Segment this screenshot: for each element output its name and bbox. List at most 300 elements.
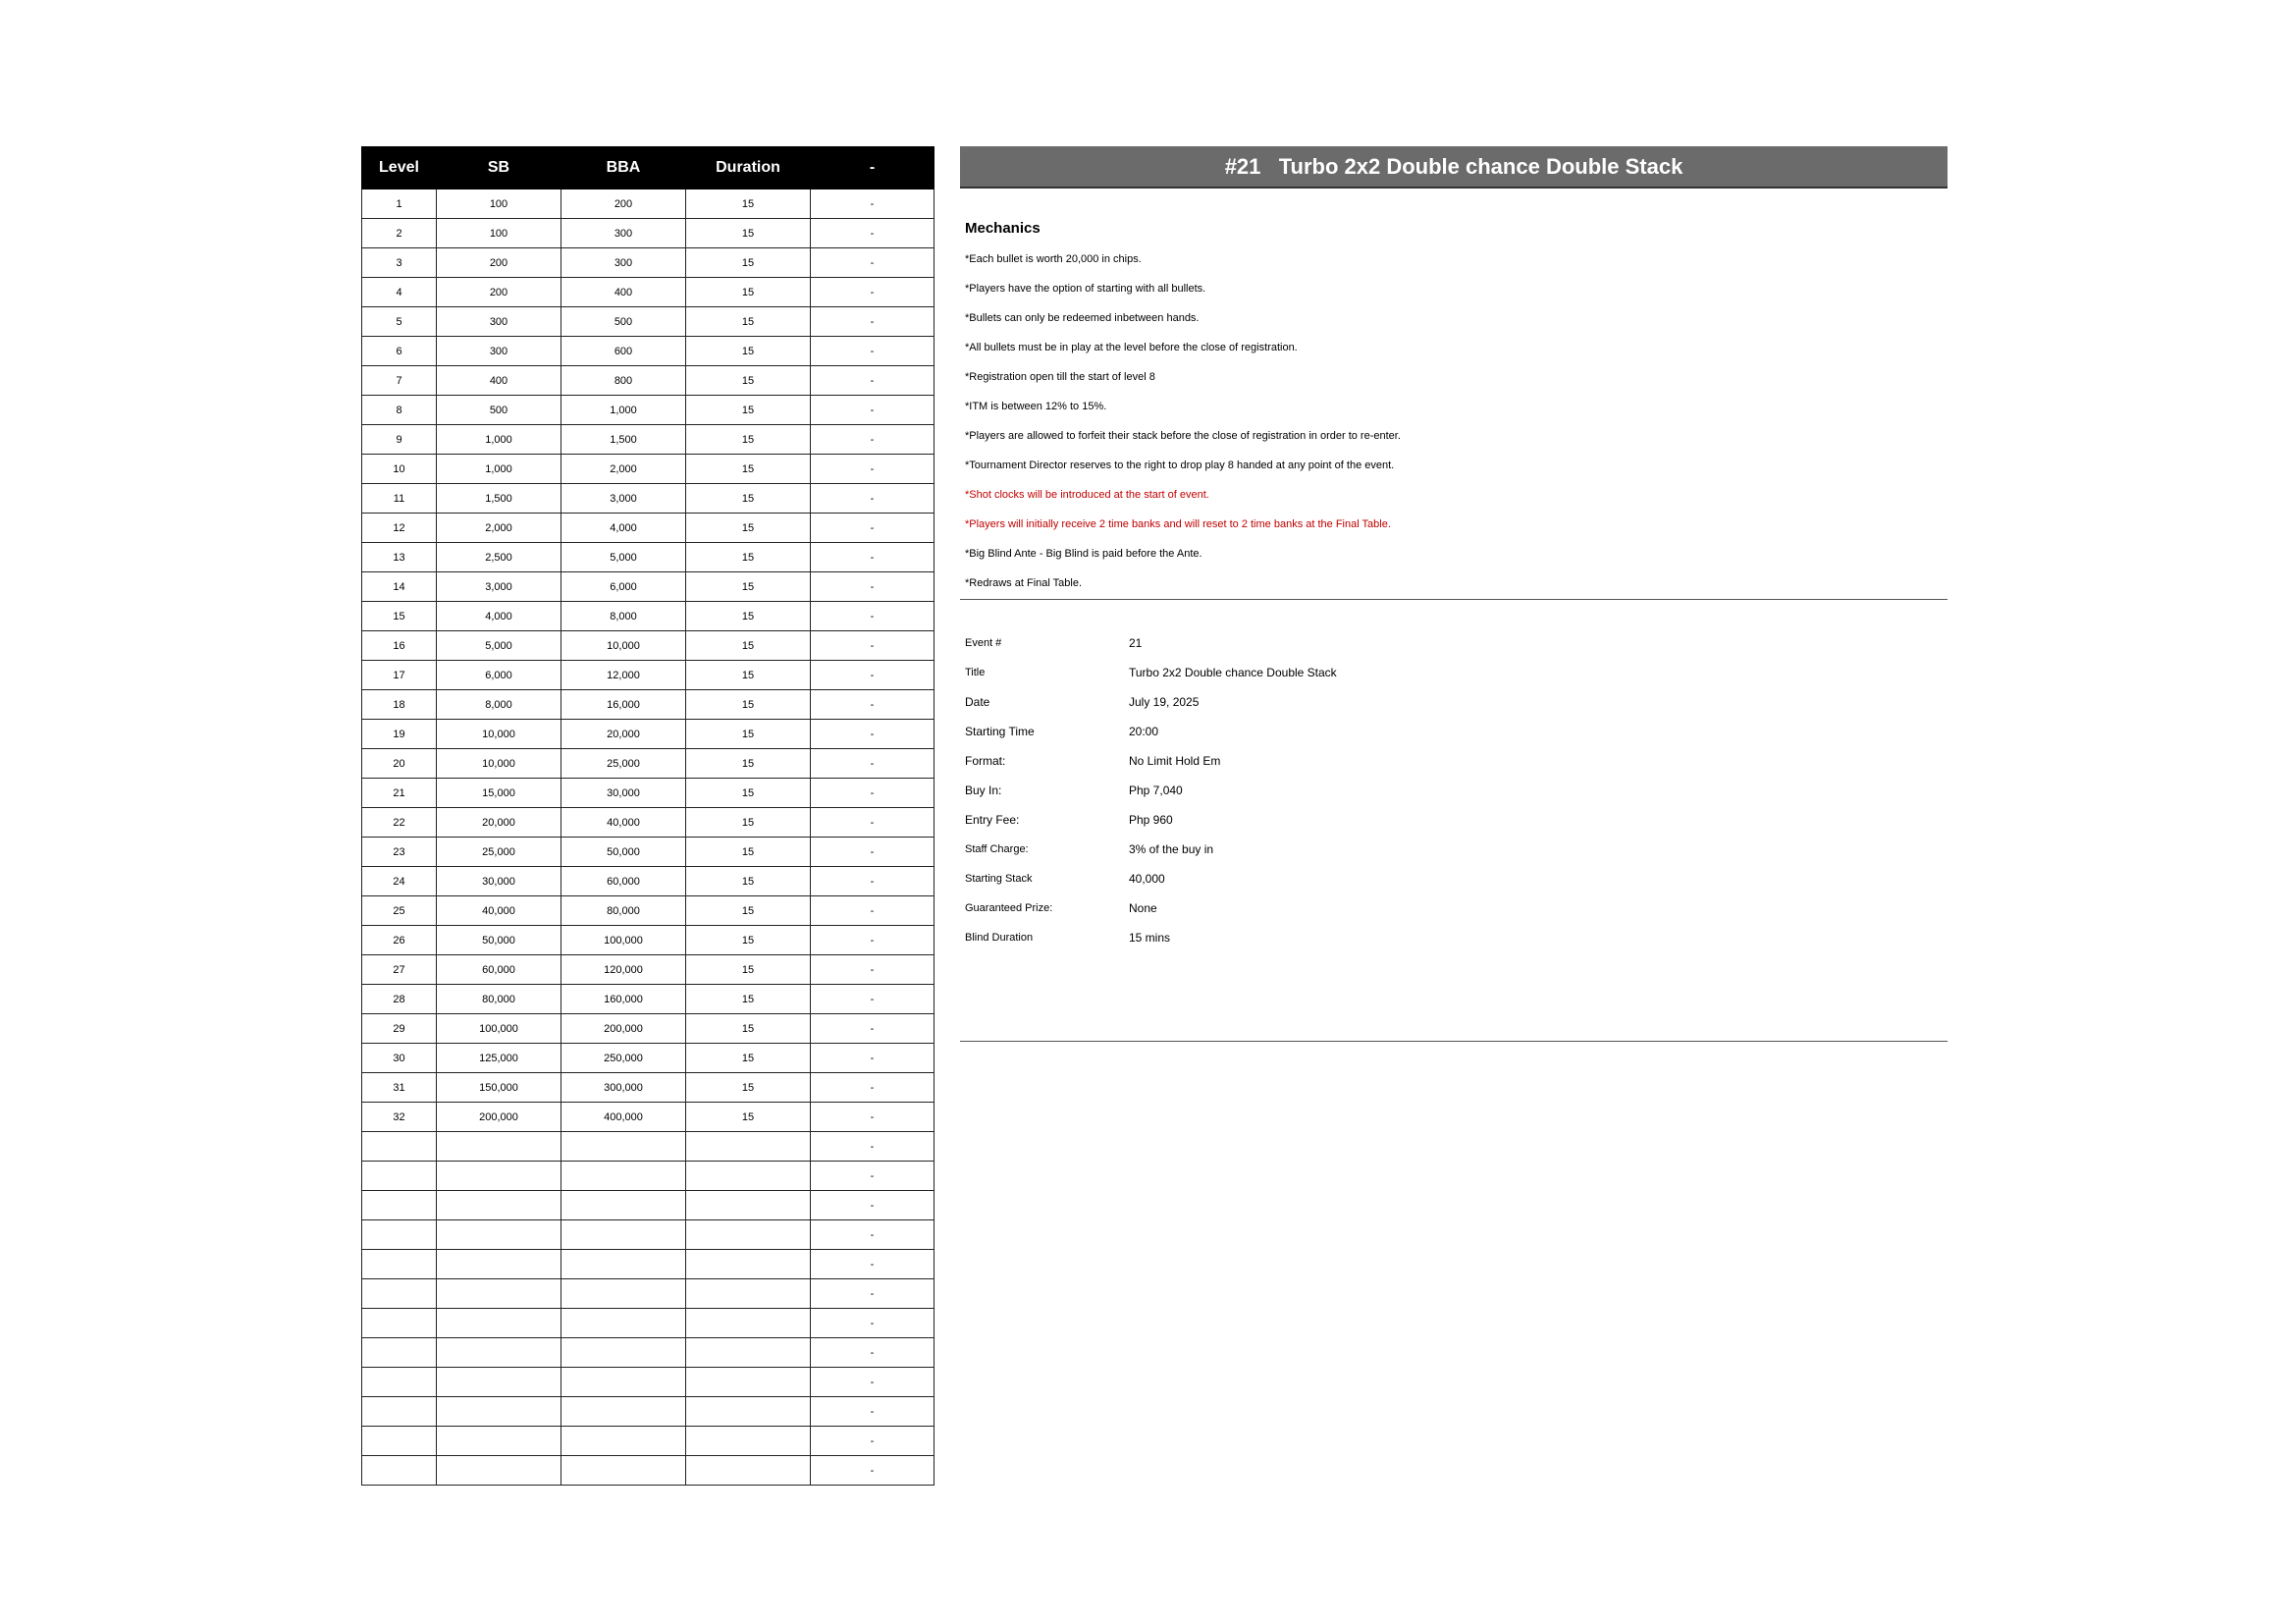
table-row <box>362 1309 934 1338</box>
dash-cell: - <box>811 1456 934 1486</box>
duration-cell: 15 <box>686 425 811 455</box>
bba-cell: 25,000 <box>561 749 686 779</box>
duration-cell: 15 <box>686 543 811 572</box>
bba-cell: 400 <box>561 278 686 307</box>
duration-cell: 15 <box>686 896 811 926</box>
detail-label: Blind Duration <box>965 932 1034 944</box>
detail-value: Php 7,040 <box>1129 784 1183 797</box>
dash-cell: - <box>811 808 934 838</box>
duration-cell <box>686 1162 811 1191</box>
duration-cell: 15 <box>686 749 811 779</box>
table-row <box>362 366 934 396</box>
table-row <box>362 396 934 425</box>
sb-cell: 20,000 <box>437 808 561 838</box>
level-cell <box>362 1368 437 1397</box>
level-cell: 9 <box>362 425 437 455</box>
duration-cell: 15 <box>686 514 811 543</box>
dash-cell: - <box>811 1427 934 1456</box>
sb-cell <box>437 1456 561 1486</box>
bba-cell <box>561 1427 686 1456</box>
duration-cell <box>686 1397 811 1427</box>
bba-cell: 50,000 <box>561 838 686 867</box>
detail-row <box>965 923 1337 952</box>
duration-cell: 15 <box>686 1103 811 1132</box>
sb-cell: 500 <box>437 396 561 425</box>
table-row <box>362 189 934 219</box>
mechanics-heading: Mechanics <box>965 220 1041 237</box>
mechanics-list <box>965 244 1401 598</box>
mechanics-item: *Tournament Director reserves to the right to drop play 8 handed at any point of the event. <box>965 460 1395 471</box>
mechanics-item: *All bullets must be in play at the level before the close of registration. <box>965 342 1298 353</box>
dash-cell: - <box>811 1338 934 1368</box>
dash-cell: - <box>811 661 934 690</box>
dash-cell: - <box>811 926 934 955</box>
level-cell <box>362 1456 437 1486</box>
table-row <box>362 1397 934 1427</box>
dash-cell: - <box>811 602 934 631</box>
table-row <box>362 1014 934 1044</box>
sb-cell: 2,500 <box>437 543 561 572</box>
level-cell: 20 <box>362 749 437 779</box>
sb-cell: 150,000 <box>437 1073 561 1103</box>
level-cell: 13 <box>362 543 437 572</box>
dash-cell: - <box>811 867 934 896</box>
table-row <box>362 1250 934 1279</box>
level-cell: 11 <box>362 484 437 514</box>
dash-cell: - <box>811 1250 934 1279</box>
duration-cell: 15 <box>686 926 811 955</box>
bba-cell: 600 <box>561 337 686 366</box>
duration-cell: 15 <box>686 690 811 720</box>
bba-cell: 200,000 <box>561 1014 686 1044</box>
level-cell: 8 <box>362 396 437 425</box>
detail-value: 15 mins <box>1129 931 1171 945</box>
duration-cell: 15 <box>686 396 811 425</box>
bba-cell: 20,000 <box>561 720 686 749</box>
duration-cell <box>686 1338 811 1368</box>
duration-cell: 15 <box>686 602 811 631</box>
bba-cell: 1,500 <box>561 425 686 455</box>
level-cell <box>362 1220 437 1250</box>
bba-cell <box>561 1397 686 1427</box>
bba-cell: 40,000 <box>561 808 686 838</box>
mechanics-item: *ITM is between 12% to 15%. <box>965 401 1107 412</box>
sb-cell <box>437 1191 561 1220</box>
bba-cell: 5,000 <box>561 543 686 572</box>
sb-cell <box>437 1368 561 1397</box>
sb-cell: 40,000 <box>437 896 561 926</box>
table-row <box>362 985 934 1014</box>
level-cell: 22 <box>362 808 437 838</box>
duration-cell: 15 <box>686 661 811 690</box>
detail-label: Entry Fee: <box>965 813 1020 827</box>
event-details-table <box>965 628 1337 952</box>
table-row <box>362 779 934 808</box>
sb-cell: 60,000 <box>437 955 561 985</box>
level-cell: 2 <box>362 219 437 248</box>
level-cell: 30 <box>362 1044 437 1073</box>
table-row <box>362 690 934 720</box>
duration-cell: 15 <box>686 337 811 366</box>
detail-label: Starting Time <box>965 725 1035 738</box>
mechanics-item: *Players have the option of starting with all bullets. <box>965 283 1206 295</box>
blind-table-body <box>362 189 934 1486</box>
sb-cell <box>437 1309 561 1338</box>
bba-cell: 300 <box>561 219 686 248</box>
table-row <box>362 867 934 896</box>
detail-label: Format: <box>965 754 1006 768</box>
detail-row <box>965 864 1337 893</box>
level-cell <box>362 1132 437 1162</box>
duration-cell: 15 <box>686 278 811 307</box>
bba-cell: 80,000 <box>561 896 686 926</box>
dash-cell: - <box>811 1103 934 1132</box>
mechanics-item: *Bullets can only be redeemed inbetween hands. <box>965 312 1200 324</box>
duration-cell <box>686 1191 811 1220</box>
header-sb: SB <box>437 147 561 189</box>
bba-cell <box>561 1309 686 1338</box>
table-row <box>362 1103 934 1132</box>
sb-cell: 8,000 <box>437 690 561 720</box>
level-cell: 17 <box>362 661 437 690</box>
table-row <box>362 572 934 602</box>
level-cell: 4 <box>362 278 437 307</box>
table-header-row <box>362 147 934 189</box>
duration-cell: 15 <box>686 1014 811 1044</box>
duration-cell <box>686 1250 811 1279</box>
dash-cell: - <box>811 690 934 720</box>
bba-cell: 800 <box>561 366 686 396</box>
bba-cell: 500 <box>561 307 686 337</box>
level-cell: 19 <box>362 720 437 749</box>
mechanics-item: *Big Blind Ante - Big Blind is paid before the Ante. <box>965 548 1202 560</box>
table-row <box>362 1220 934 1250</box>
detail-label: Starting Stack <box>965 873 1033 885</box>
bba-cell: 4,000 <box>561 514 686 543</box>
detail-value: 3% of the buy in <box>1129 842 1214 856</box>
bba-cell <box>561 1279 686 1309</box>
duration-cell: 15 <box>686 248 811 278</box>
sb-cell <box>437 1250 561 1279</box>
sb-cell: 5,000 <box>437 631 561 661</box>
sb-cell: 400 <box>437 366 561 396</box>
table-row <box>362 455 934 484</box>
banner-divider <box>960 187 1948 189</box>
bba-cell: 3,000 <box>561 484 686 514</box>
level-cell: 29 <box>362 1014 437 1044</box>
detail-label: Title <box>965 667 986 678</box>
level-cell: 26 <box>362 926 437 955</box>
duration-cell: 15 <box>686 779 811 808</box>
detail-value: Php 960 <box>1129 813 1173 827</box>
level-cell: 25 <box>362 896 437 926</box>
header-duration: Duration <box>686 147 811 189</box>
sb-cell: 1,000 <box>437 455 561 484</box>
duration-cell: 15 <box>686 631 811 661</box>
bba-cell: 30,000 <box>561 779 686 808</box>
dash-cell: - <box>811 896 934 926</box>
bba-cell <box>561 1456 686 1486</box>
dash-cell: - <box>811 1309 934 1338</box>
table-row <box>362 1191 934 1220</box>
bba-cell: 200 <box>561 189 686 219</box>
level-cell <box>362 1309 437 1338</box>
duration-cell: 15 <box>686 219 811 248</box>
mechanics-item: *Shot clocks will be introduced at the start of event. <box>965 489 1209 501</box>
table-row <box>362 1162 934 1191</box>
table-row <box>362 896 934 926</box>
sb-cell: 50,000 <box>437 926 561 955</box>
section-divider <box>960 599 1948 600</box>
sb-cell: 25,000 <box>437 838 561 867</box>
level-cell: 12 <box>362 514 437 543</box>
level-cell: 31 <box>362 1073 437 1103</box>
bba-cell: 300 <box>561 248 686 278</box>
level-cell: 28 <box>362 985 437 1014</box>
table-row <box>362 631 934 661</box>
mechanics-item: *Players are allowed to forfeit their stack before the close of registration in order to re-enter. <box>965 430 1401 442</box>
level-cell: 16 <box>362 631 437 661</box>
bba-cell: 16,000 <box>561 690 686 720</box>
detail-value: 20:00 <box>1129 725 1159 738</box>
sb-cell: 200,000 <box>437 1103 561 1132</box>
sb-cell <box>437 1427 561 1456</box>
dash-cell: - <box>811 396 934 425</box>
duration-cell: 15 <box>686 484 811 514</box>
dash-cell: - <box>811 484 934 514</box>
table-row <box>362 278 934 307</box>
duration-cell: 15 <box>686 572 811 602</box>
mechanics-item: *Each bullet is worth 20,000 in chips. <box>965 253 1142 265</box>
sb-cell: 100 <box>437 189 561 219</box>
table-row <box>362 1044 934 1073</box>
sb-cell <box>437 1397 561 1427</box>
detail-label: Event # <box>965 637 1002 649</box>
bba-cell <box>561 1162 686 1191</box>
bba-cell: 8,000 <box>561 602 686 631</box>
dash-cell: - <box>811 189 934 219</box>
duration-cell: 15 <box>686 720 811 749</box>
dash-cell: - <box>811 1162 934 1191</box>
level-cell: 21 <box>362 779 437 808</box>
dash-cell: - <box>811 1014 934 1044</box>
table-row <box>362 602 934 631</box>
level-cell: 5 <box>362 307 437 337</box>
bba-cell <box>561 1338 686 1368</box>
detail-row <box>965 893 1337 923</box>
sb-cell: 300 <box>437 307 561 337</box>
sb-cell <box>437 1132 561 1162</box>
mechanics-item: *Players will initially receive 2 time banks and will reset to 2 time banks at the Final Table. <box>965 518 1391 530</box>
dash-cell: - <box>811 985 934 1014</box>
dash-cell: - <box>811 749 934 779</box>
sb-cell: 10,000 <box>437 720 561 749</box>
bba-cell: 60,000 <box>561 867 686 896</box>
level-cell: 6 <box>362 337 437 366</box>
table-row <box>362 661 934 690</box>
sb-cell: 1,000 <box>437 425 561 455</box>
sb-cell <box>437 1279 561 1309</box>
dash-cell: - <box>811 278 934 307</box>
bba-cell: 1,000 <box>561 396 686 425</box>
duration-cell: 15 <box>686 867 811 896</box>
sb-cell: 80,000 <box>437 985 561 1014</box>
table-row <box>362 1279 934 1309</box>
sb-cell: 10,000 <box>437 749 561 779</box>
dash-cell: - <box>811 307 934 337</box>
duration-cell <box>686 1220 811 1250</box>
bba-cell <box>561 1220 686 1250</box>
dash-cell: - <box>811 1191 934 1220</box>
dash-cell: - <box>811 1368 934 1397</box>
table-row <box>362 838 934 867</box>
sb-cell: 2,000 <box>437 514 561 543</box>
duration-cell: 15 <box>686 985 811 1014</box>
table-row <box>362 307 934 337</box>
sb-cell: 3,000 <box>437 572 561 602</box>
detail-row <box>965 776 1337 805</box>
detail-label: Staff Charge: <box>965 843 1029 855</box>
bba-cell: 300,000 <box>561 1073 686 1103</box>
detail-value: 40,000 <box>1129 872 1165 886</box>
dash-cell: - <box>811 1073 934 1103</box>
level-cell <box>362 1191 437 1220</box>
sb-cell: 125,000 <box>437 1044 561 1073</box>
dash-cell: - <box>811 838 934 867</box>
bba-cell: 120,000 <box>561 955 686 985</box>
level-cell <box>362 1397 437 1427</box>
dash-cell: - <box>811 631 934 661</box>
table-row <box>362 543 934 572</box>
bba-cell: 6,000 <box>561 572 686 602</box>
dash-cell: - <box>811 366 934 396</box>
duration-cell <box>686 1456 811 1486</box>
sb-cell: 100 <box>437 219 561 248</box>
bba-cell <box>561 1132 686 1162</box>
sb-cell: 300 <box>437 337 561 366</box>
table-row <box>362 720 934 749</box>
level-cell: 23 <box>362 838 437 867</box>
event-title-banner: #21 Turbo 2x2 Double chance Double Stack <box>960 146 1948 187</box>
section-divider-bottom <box>960 1041 1948 1042</box>
level-cell <box>362 1427 437 1456</box>
dash-cell: - <box>811 720 934 749</box>
detail-value: Turbo 2x2 Double chance Double Stack <box>1129 666 1337 679</box>
table-row <box>362 1427 934 1456</box>
level-cell: 10 <box>362 455 437 484</box>
detail-value: 21 <box>1129 636 1143 650</box>
sb-cell: 15,000 <box>437 779 561 808</box>
detail-row <box>965 658 1337 687</box>
dash-cell: - <box>811 248 934 278</box>
duration-cell <box>686 1279 811 1309</box>
sb-cell: 200 <box>437 248 561 278</box>
table-row <box>362 337 934 366</box>
bba-cell: 250,000 <box>561 1044 686 1073</box>
detail-label: Buy In: <box>965 784 1002 797</box>
detail-value: No Limit Hold Em <box>1129 754 1221 768</box>
table-row <box>362 808 934 838</box>
table-row <box>362 248 934 278</box>
sb-cell <box>437 1338 561 1368</box>
header-bba: BBA <box>561 147 686 189</box>
dash-cell: - <box>811 1220 934 1250</box>
duration-cell <box>686 1309 811 1338</box>
detail-row <box>965 835 1337 864</box>
duration-cell <box>686 1427 811 1456</box>
duration-cell: 15 <box>686 189 811 219</box>
bba-cell: 400,000 <box>561 1103 686 1132</box>
duration-cell <box>686 1368 811 1397</box>
mechanics-item: *Redraws at Final Table. <box>965 577 1083 589</box>
table-row <box>362 1368 934 1397</box>
detail-row <box>965 687 1337 717</box>
bba-cell: 12,000 <box>561 661 686 690</box>
duration-cell: 15 <box>686 955 811 985</box>
header-level: Level <box>362 147 437 189</box>
dash-cell: - <box>811 455 934 484</box>
dash-cell: - <box>811 219 934 248</box>
detail-label: Guaranteed Prize: <box>965 902 1053 914</box>
mechanics-item: *Registration open till the start of level 8 <box>965 371 1155 383</box>
table-row <box>362 955 934 985</box>
duration-cell: 15 <box>686 1073 811 1103</box>
duration-cell <box>686 1132 811 1162</box>
table-row <box>362 1132 934 1162</box>
sb-cell <box>437 1220 561 1250</box>
detail-row <box>965 628 1337 658</box>
detail-row <box>965 746 1337 776</box>
sb-cell: 6,000 <box>437 661 561 690</box>
level-cell: 18 <box>362 690 437 720</box>
dash-cell: - <box>811 955 934 985</box>
table-row <box>362 514 934 543</box>
duration-cell: 15 <box>686 307 811 337</box>
dash-cell: - <box>811 1044 934 1073</box>
dash-cell: - <box>811 1397 934 1427</box>
table-row <box>362 1338 934 1368</box>
detail-row <box>965 717 1337 746</box>
bba-cell: 10,000 <box>561 631 686 661</box>
level-cell: 24 <box>362 867 437 896</box>
bba-cell <box>561 1191 686 1220</box>
table-row <box>362 926 934 955</box>
bba-cell <box>561 1250 686 1279</box>
sb-cell: 200 <box>437 278 561 307</box>
bba-cell <box>561 1368 686 1397</box>
blind-structure-table <box>361 146 934 1486</box>
detail-label: Date <box>965 695 990 709</box>
table-row <box>362 484 934 514</box>
bba-cell: 100,000 <box>561 926 686 955</box>
dash-cell: - <box>811 425 934 455</box>
bba-cell: 160,000 <box>561 985 686 1014</box>
sb-cell: 30,000 <box>437 867 561 896</box>
event-details-body <box>965 628 1337 952</box>
sb-cell: 1,500 <box>437 484 561 514</box>
detail-value: July 19, 2025 <box>1129 695 1200 709</box>
detail-row <box>965 805 1337 835</box>
dash-cell: - <box>811 543 934 572</box>
bba-cell: 2,000 <box>561 455 686 484</box>
duration-cell: 15 <box>686 1044 811 1073</box>
dash-cell: - <box>811 1279 934 1309</box>
table-row <box>362 1073 934 1103</box>
level-cell: 15 <box>362 602 437 631</box>
level-cell <box>362 1162 437 1191</box>
duration-cell: 15 <box>686 366 811 396</box>
header-dash: - <box>811 147 934 189</box>
